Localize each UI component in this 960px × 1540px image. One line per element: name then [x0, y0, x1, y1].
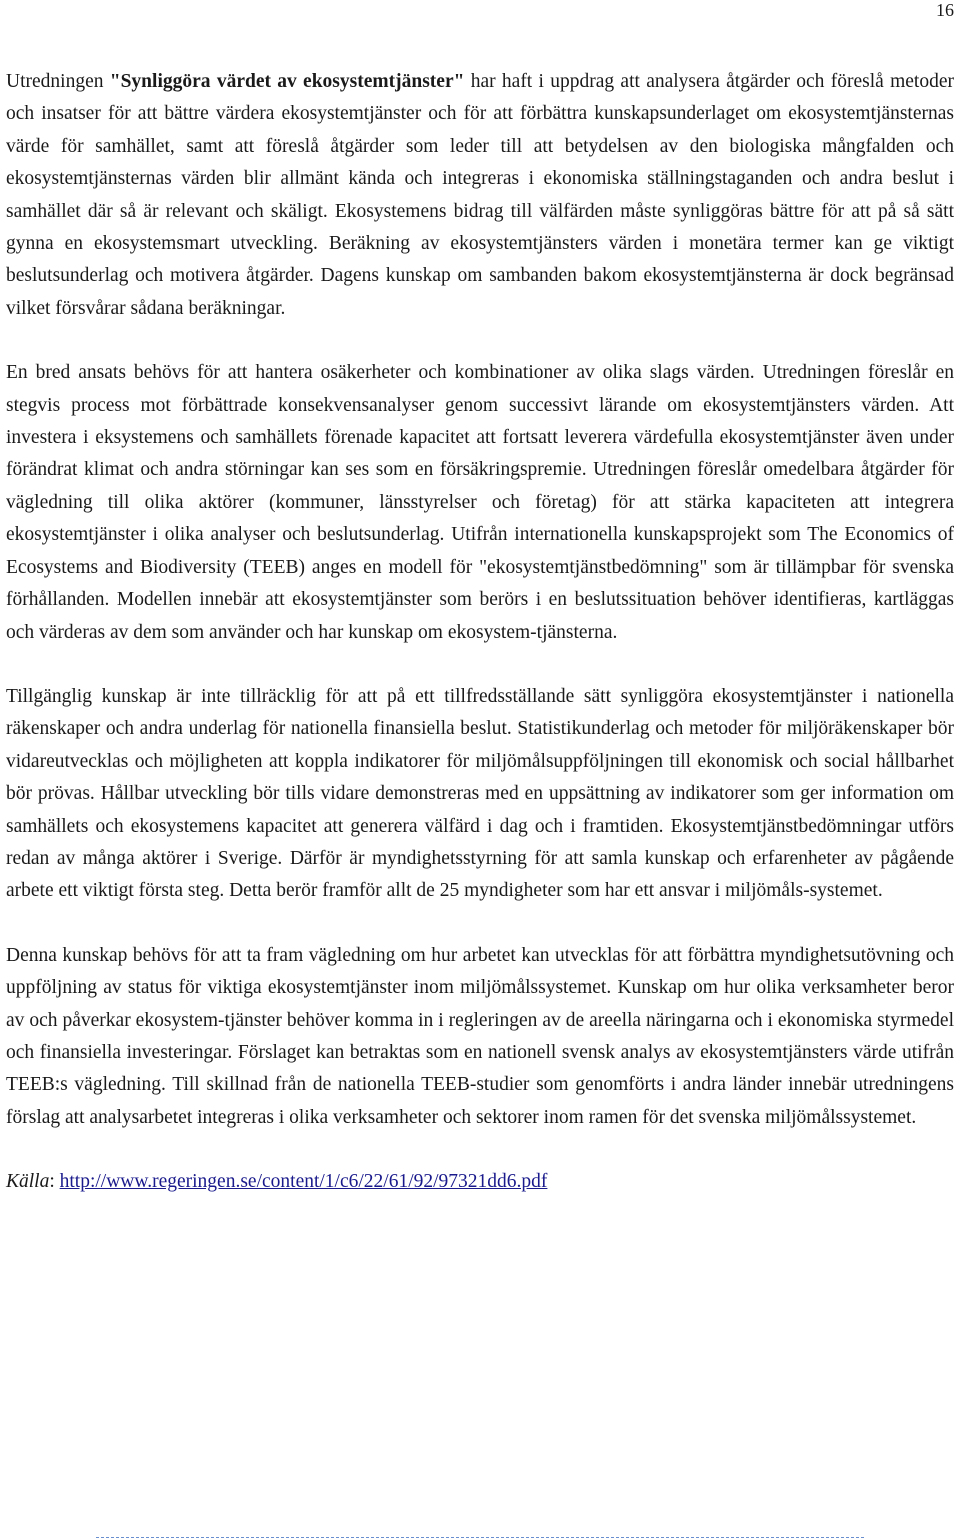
- source-link[interactable]: http://www.regeringen.se/content/1/c6/22/61/92/97321dd6.pdf: [59, 1171, 548, 1193]
- paragraph-3: Tillgänglig kunskap är inte tillräcklig för att på ett tillfredsställande sätt synliggöra ekosystemtjänster i nationella räkenskaper och andra underlag för nationella finansiella beslut. Statistikunderlag och metoder för miljöräkenskaper bör vidareutvecklas och möjligheten att koppla indikatorer för miljömålsuppföljningen till ekonomisk och social hållbarhet bör prövas. Hållbar utveckling bör tills vidare demonstreras med en uppsättning av indikatorer som ger information om samhällets och ekosystemens kapacitet att generera välfärd i dag och i framtiden. Ekosystemtjänstbedömningar utförs redan av många aktörer i Sverige. Därför är myndighetsstyrning för att samla kunskap och erfarenheter av pågående arbete ett viktigt första steg. Detta berör framför allt de 25 myndigheter som har ett ansvar i miljömåls-systemet.: [6, 685, 954, 902]
- page-number: 16: [936, 0, 954, 20]
- paragraph-gap: [6, 908, 954, 940]
- document-body: [6, 66, 954, 1198]
- source-label: Källa: [6, 1171, 50, 1193]
- paragraph-gap: [6, 649, 954, 681]
- report-title: "Synliggöra värdet av ekosystemtjänster": [109, 71, 465, 92]
- paragraph-2: En bred ansats behövs för att hantera osäkerheter och kombinationer av olika slags värden. Utredningen föreslår en stegvis process mot förbättrade konsekvensanalyser genom successivt lärande om ekosystemtjänsters värden. Att investera i eksystemens och samhällets förenade kapacitet att fortsatt leverera värdefulla ekosystemtjänster även under förändrat klimat och andra störningar kan ses som en försäkringspremie. Utredningen föreslår omedelbara åtgärder för vägledning till olika aktörer (kommuner, länsstyrelser och företag) för att stärka kapaciteten att integrera ekosystemtjänster i olika analyser och beslutsunderlag. Utifrån internationella kunskapsprojekt som The Economics of Ecosystems and Biodiversity (TEEB) anges en modell för "ekosystemtjänstbedömning" som är tillämpbar för svenska förhållanden. Modellen innebär att ekosystemtjänster som berörs i en beslutssituation behöver identifieras, kartläggas och värderas av dem som använder och har kunskap om ekosystem-tjänsterna.: [6, 362, 954, 643]
- paragraph-1-lead: Utredningen: [6, 71, 110, 92]
- paragraph-1: [6, 66, 954, 325]
- source-line: [6, 1166, 954, 1198]
- paragraph-gap: [6, 325, 954, 357]
- source-separator: :: [49, 1171, 60, 1193]
- paragraph-1-text: har haft i uppdrag att analysera åtgärder och föreslå metoder och insatser för att bättre värdera ekosystemtjänster och för att förbättra kunskapsunderlaget om ekosystemtjänsternas värde för samhället, samt att föreslå åtgärder som leder till att betydelsen av den biologiska mångfalden och ekosystemtjänsternas värden blir allmänt kända och integreras i ekonomiska ställningstaganden och andra beslut i samhället där så är relevant och skäligt. Ekosystemens bidrag till välfärden måste synliggöras bättre för att på så sätt gynna en ekosystemsmart utveckling. Beräkning av ekosystemtjänsters värden i monetära termer kan ge viktigt beslutsunderlag och motivera åtgärder. Dagens kunskap om sambanden bakom ekosystemtjänsterna är dock begränsad vilket försvårar sådana beräkningar.: [6, 71, 954, 319]
- paragraph-gap: [6, 1134, 954, 1166]
- footer-divider: [96, 1537, 864, 1538]
- paragraph-4: Denna kunskap behövs för att ta fram vägledning om hur arbetet kan utvecklas för att förbättra myndighetsutövning och uppföljning av status för viktiga ekosystemtjänster inom miljömålssystemet. Kunskap om hur olika verksamheter beror av och påverkar ekosystem-tjänster behöver komma in i regleringen av de areella näringarna och i ekonomiska styrmedel och finansiella investeringar. Förslaget kan betraktas som en nationell svensk analys av ekosystemtjänsters värde utifrån TEEB:s vägledning. Till skillnad från de nationella TEEB-studier som genomförts i andra länder innebär utredningens förslag att analysarbetet integreras i olika verksamheter och sektorer inom ramen för det svenska miljömålssystemet.: [6, 944, 954, 1128]
